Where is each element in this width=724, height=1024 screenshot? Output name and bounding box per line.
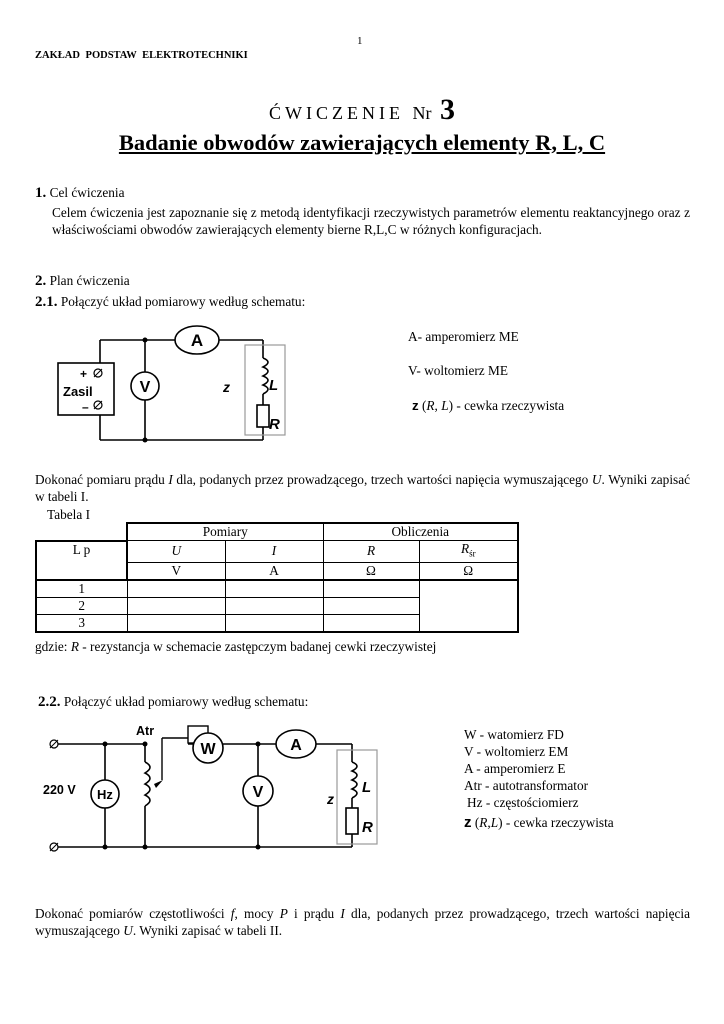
supply-plus: +: [80, 367, 88, 381]
cell-i[interactable]: [225, 597, 323, 614]
resistor-symbol: [257, 405, 269, 427]
cell-r[interactable]: [323, 580, 419, 598]
section-1-text: Celem ćwiczenia jest zapoznanie się z metodą identyfikacji rzeczywistych parametrów elementu reaktancyjnego oraz z właściwościami obwodów zawierających elementy bierne R,L,C w różnych konfiguracjach.: [52, 205, 690, 238]
page-number: 1: [357, 35, 363, 47]
voltage-label: 220 V: [43, 783, 76, 797]
impedance-label: z: [327, 791, 334, 807]
section-1-number: 1.: [35, 185, 47, 201]
inductor-label: L: [362, 779, 372, 796]
ammeter-label: A: [190, 331, 204, 350]
section-21-heading: [35, 294, 305, 312]
impedance-label: z: [223, 379, 230, 395]
header-symbol-i: I: [225, 541, 323, 563]
resistor-symbol: [346, 808, 358, 834]
cell-r-avg[interactable]: [419, 580, 518, 632]
voltmeter-label: V: [252, 784, 264, 801]
page-title: Badanie obwodów zawierających elementy R, L, C: [118, 130, 606, 155]
exercise-number: 3: [439, 93, 455, 126]
voltmeter-label: V: [139, 379, 151, 396]
legend-ammeter: A- amperomierz ME: [408, 329, 519, 344]
section-22-number: 2.2.: [38, 694, 61, 710]
row-number: 3: [36, 614, 127, 632]
section-22-heading: [38, 694, 308, 712]
section-22-instruction: Dokonać pomiarów częstotliwości f, mocy P i prądu I dla, podanych przez prowadzącego, trzech wartości napięcia wymuszającego U. Wyniki zapisać w tabeli II.: [35, 906, 691, 939]
unit-i: A: [225, 562, 323, 580]
cell-i[interactable]: [225, 614, 323, 632]
wattmeter-label: W: [200, 741, 216, 758]
autotransformer-symbol: [145, 762, 150, 806]
section-21-title: Połączyć układ pomiarowy według schematu:: [60, 294, 306, 309]
unit-r: Ω: [323, 562, 419, 580]
cell-r[interactable]: [323, 597, 419, 614]
supply-minus: –: [82, 400, 89, 414]
header-symbol-u: U: [127, 541, 225, 563]
legend-autotransformer: Atr - autotransformator: [464, 778, 589, 793]
cell-i[interactable]: [225, 580, 323, 598]
cell-u[interactable]: [127, 580, 225, 598]
section-2-number: 2.: [35, 273, 47, 289]
row-number: 1: [36, 580, 127, 598]
legend-coil: z (R, L) - cewka rzeczywista: [412, 398, 565, 413]
unit-r-avg: Ω: [419, 562, 518, 580]
circuit-diagram-2: [40, 722, 390, 857]
section-1-title: Cel ćwiczenia: [49, 185, 125, 200]
resistor-label: R: [362, 819, 373, 836]
header-symbol-r-avg: $R_{śr}$: [419, 541, 518, 563]
exercise-heading: [0, 92, 724, 127]
resistor-label: R: [269, 416, 280, 433]
legend-z-symbol: z: [412, 398, 419, 413]
legend-coil: z (R,L) - cewka rzeczywista: [464, 814, 614, 831]
header-lp: L p: [36, 541, 127, 580]
table-1-note: gdzie: R - rezystancja w schemacie zastępczym badanej cewki rzeczywistej: [35, 639, 437, 654]
inductor-symbol: [352, 762, 357, 798]
exercise-nr-label: Nr: [412, 103, 432, 123]
section-21-number: 2.1.: [35, 294, 58, 310]
cell-r[interactable]: [323, 614, 419, 632]
legend-frequency-meter: Hz - częstościomierz: [467, 795, 579, 810]
section-1-heading: [35, 185, 125, 203]
legend-voltmeter: V - woltomierz EM: [464, 744, 569, 759]
autotransformer-label: Atr: [136, 724, 155, 738]
section-2-title: Plan ćwiczenia: [49, 273, 130, 288]
inductor-label: L: [269, 377, 279, 394]
table-row: [36, 580, 518, 598]
legend-ammeter: A - amperomierz E: [464, 761, 566, 776]
header-symbol-r: R: [323, 541, 419, 563]
supply-label: Zasil: [63, 384, 93, 399]
department-name: ZAKŁAD PODSTAW ELEKTROTECHNIKI: [35, 50, 248, 61]
header-calculations: Obliczenia: [323, 523, 518, 541]
cell-u[interactable]: [127, 614, 225, 632]
exercise-label: ĆWICZENIE: [269, 103, 404, 123]
frequency-meter-label: Hz: [97, 787, 113, 802]
section-2-heading: [35, 273, 130, 291]
section-22-title: Połączyć układ pomiarowy według schematu:: [63, 694, 309, 709]
legend-wattmeter: W - watomierz FD: [464, 727, 564, 742]
section-21-instruction: Dokonać pomiaru prądu I dla, podanych przez prowadzącego, trzech wartości napięcia wymuszającego U. Wyniki zapisać w tabeli I.: [35, 472, 690, 505]
unit-u: V: [127, 562, 225, 580]
legend-z-symbol: z: [464, 814, 472, 831]
header-measurements: Pomiary: [127, 523, 323, 541]
circuit-diagram-1: [55, 325, 295, 445]
legend-voltmeter: V- woltomierz ME: [408, 363, 508, 378]
measurement-table-1: [35, 522, 519, 633]
table-1-caption: Tabela I: [47, 507, 90, 522]
inductor-symbol: [263, 358, 268, 394]
row-number: 2: [36, 597, 127, 614]
cell-u[interactable]: [127, 597, 225, 614]
ammeter-label: A: [290, 737, 302, 754]
